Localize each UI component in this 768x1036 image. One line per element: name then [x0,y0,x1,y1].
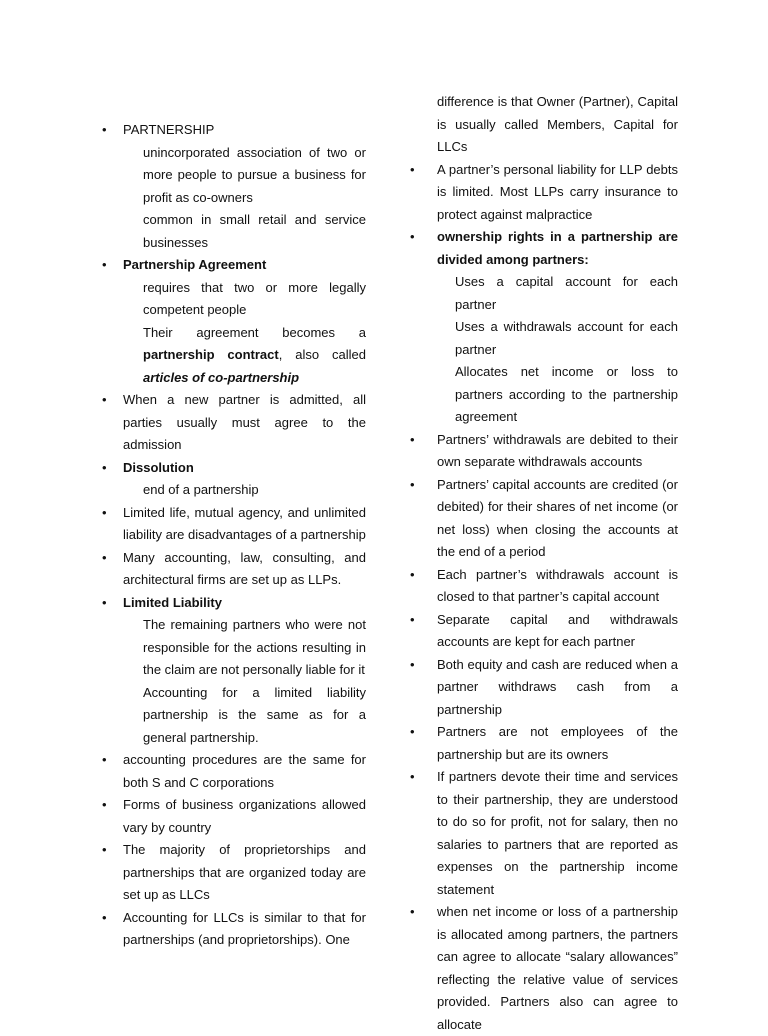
item-text: Each partner’s withdrawals account is closed to that partner’s capital account [437,566,678,604]
item-text: Partners’ withdrawals are debited to their own separate withdrawals accounts [437,431,678,469]
item-text: Both equity and cash are reduced when a partner withdraws cash from a partnership [437,656,678,717]
bullet: • [410,476,415,492]
list-item [102,907,366,952]
bullet: • [102,504,107,520]
item-text: Partners are not employees of the partnership but are its owners [437,724,678,762]
list-item [102,749,366,794]
right-column [410,91,678,1036]
list-item [410,609,678,654]
sub-item: requires that two or more legally competent people [143,279,366,317]
sub-item: common in small retail and service businesses [143,212,366,250]
list-item [102,119,366,142]
bullet: • [102,549,107,565]
bullet: • [102,842,107,857]
list-item [102,389,366,457]
list-item [102,839,366,907]
bullet: • [410,229,415,244]
item-text: If partners devote their time and services to their partnership, they are understood to do so for profit, not for salary, then no salaries to partners that are reported as expenses on the partnership income statement [437,769,678,897]
bullet: • [410,769,415,784]
list-item [102,592,366,615]
text-run: , also called [278,347,366,362]
bullet: • [410,904,415,919]
heading-limited-liability: Limited Liability [123,594,222,610]
sub-item: The remaining partners who were not responsible for the actions resulting in the claim are not personally liable for it [143,617,366,677]
bullet: • [102,459,107,475]
continued-text: difference is that Owner (Partner), Capital is usually called Members, Capital for LLCs [437,94,678,154]
bullet: • [102,594,107,610]
bullet: • [102,752,107,767]
list-item [102,547,366,592]
bullet: • [102,257,107,272]
list-item [102,457,366,480]
list-item [410,654,678,722]
sub-item: unincorporated association of two or more people to pursue a business for profit as co-owners [143,144,366,205]
list-item [102,794,366,839]
bullet: • [410,724,415,739]
list-item [410,564,678,609]
list-item [102,254,366,277]
item-text: Forms of business organizations allowed vary by country [123,797,366,835]
item-text: The majority of proprietorships and partnerships that are organized today are set up as LLCs [123,842,366,902]
sub-item: Accounting for a limited liability partnership is the same as for a general partnership. [143,684,366,745]
item-text: Accounting for LLCs is similar to that for partnerships (and proprietorships). One [123,909,366,947]
list-item [102,502,366,547]
sub-item: end of a partnership [143,482,259,497]
heading-dissolution: Dissolution [123,459,194,475]
item-text: Partners’ capital accounts are credited (or debited) for their shares of net income (or net loss) when closing the accounts at the end of a period [437,476,678,559]
sub-item: Allocates net income or loss to partners according to the partnership agreement [455,364,678,424]
bullet: • [410,656,415,672]
sub-item: Uses a withdrawals account for each partner [455,319,678,357]
left-column [102,119,366,952]
bullet: • [102,392,107,407]
sub-item: Uses a capital account for each partner [455,274,678,312]
item-text: accounting procedures are the same for both S and C corporations [123,752,366,790]
list-item [410,429,678,474]
item-text: A partner’s personal liability for LLP debts is limited. Most LLPs carry insurance to protect against malpractice [437,161,678,222]
bullet: • [102,122,107,137]
item-text: When a new partner is admitted, all parties usually must agree to the admission [123,392,366,452]
item-text: when net income or loss of a partnership is allocated among partners, the partners can agree to allocate “salary allowances” reflecting the relative value of services provided. Partners also can agree to allocate [437,904,678,1032]
bullet: • [410,431,415,447]
list-item [410,721,678,766]
term-partnership-contract: partnership contract [143,347,279,362]
text-run: Their agreement becomes a [143,324,366,340]
sub-item [102,322,366,390]
list-item [410,766,678,901]
heading-ownership-rights: ownership rights in a partnership are divided among partners: [437,229,678,267]
list-item [410,474,678,564]
list-item [410,159,678,227]
bullet: • [410,161,415,177]
bullet: • [102,797,107,812]
heading-partnership-agreement: Partnership Agreement [123,257,267,272]
list-item [410,901,678,1036]
item-text: Separate capital and withdrawals accounts are kept for each partner [437,611,678,649]
bullet: • [410,566,415,582]
term-articles-of-copartnership: articles of co-partnership [143,369,300,385]
list-item [410,226,678,271]
heading-partnership: PARTNERSHIP [123,122,215,137]
item-text: Many accounting, law, consulting, and architectural firms are set up as LLPs. [123,549,366,587]
bullet: • [102,909,107,925]
bullet: • [410,611,415,627]
item-text: Limited life, mutual agency, and unlimited liability are disadvantages of a partnership [123,504,366,542]
